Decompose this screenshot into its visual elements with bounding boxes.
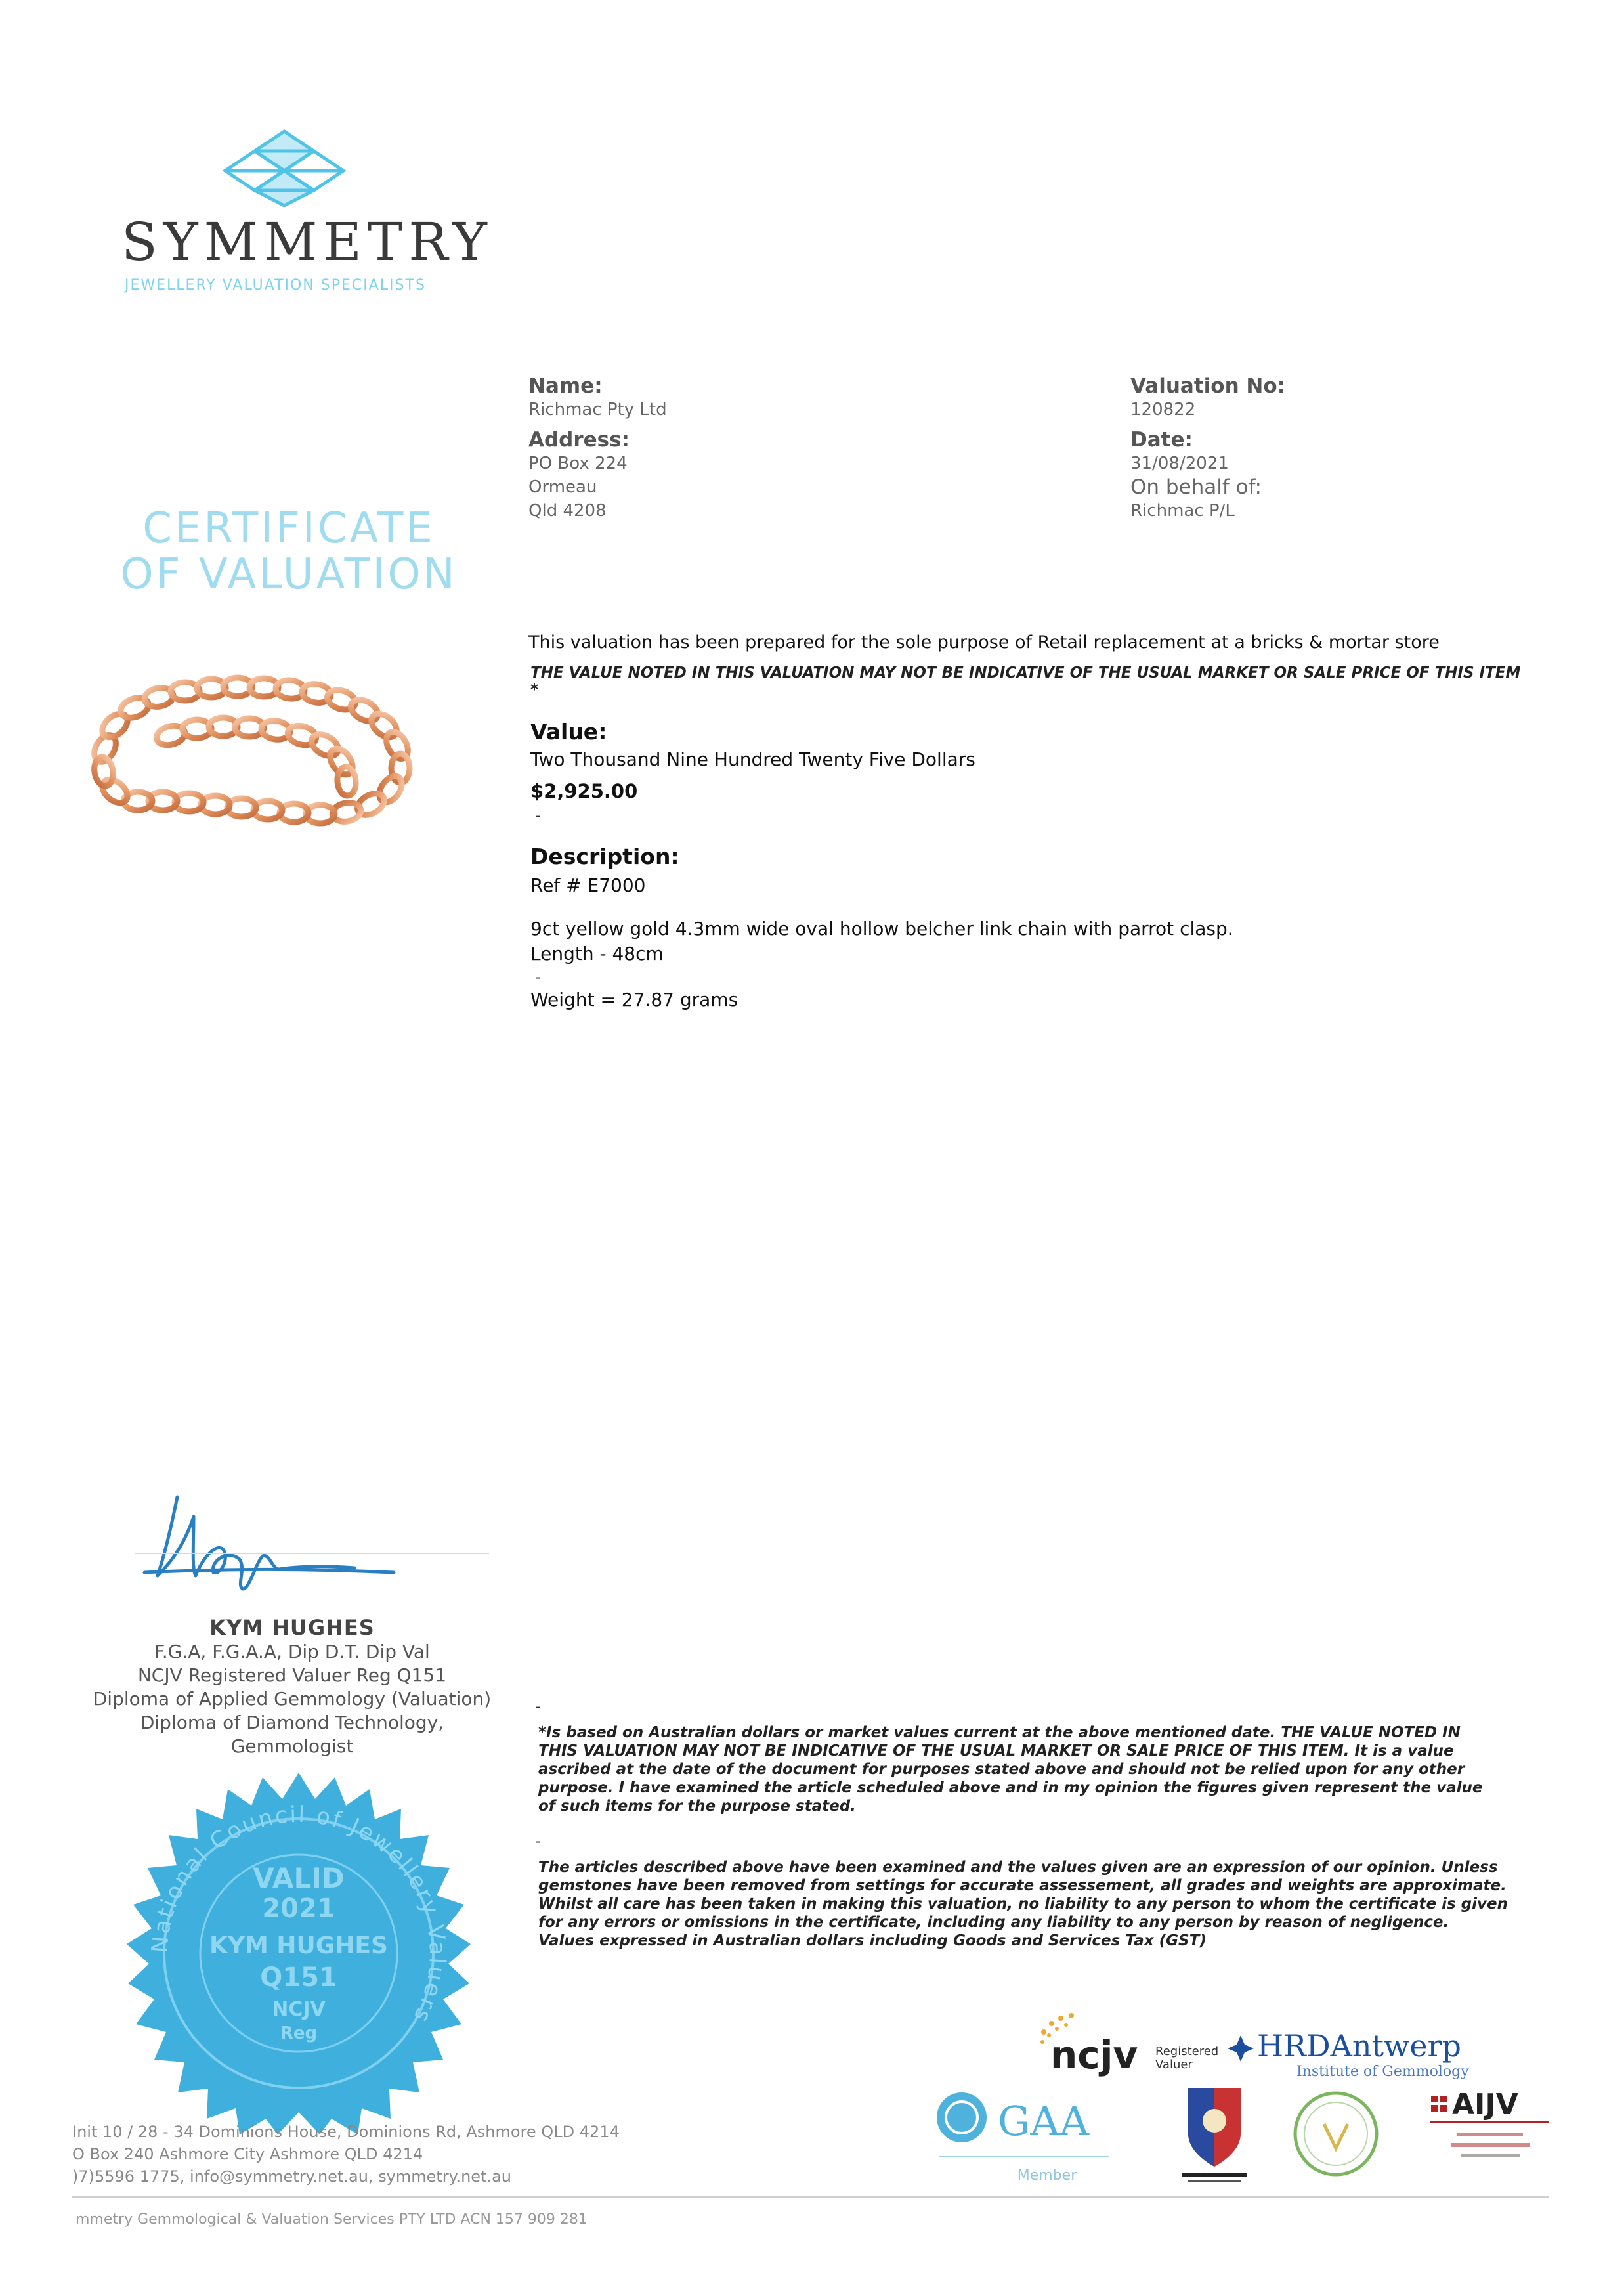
valuation-date: 31/08/2021 [1130, 454, 1229, 473]
seal-line3: KYM HUGHES [209, 1932, 388, 1959]
ncjv-logo [1031, 1996, 1221, 2081]
on-behalf-label: On behalf of: [1130, 475, 1262, 499]
brand-name: SYMMETRY [121, 211, 493, 272]
client-details [528, 374, 988, 523]
date-label: Date: [1130, 428, 1193, 452]
valuer-credential: Diploma of Diamond Technology, [140, 1712, 444, 1733]
contact-details [72, 2121, 696, 2188]
item-length: Length - 48cm [530, 943, 664, 964]
certificate-title [105, 506, 473, 597]
item-description: 9ct yellow gold 4.3mm wide oval hollow belcher link chain with parrot clasp. [530, 918, 1233, 940]
aijv-logo [1424, 2088, 1556, 2180]
hrd-wordmark: HRDAntwerp [1257, 2028, 1461, 2064]
client-name: Richmac Pty Ltd [528, 400, 667, 420]
description-label: Description: [530, 844, 679, 869]
separator-dash: - [535, 1832, 541, 1850]
valuer-name: KYM HUGHES [209, 1615, 375, 1640]
seal-line6: Reg [280, 2024, 318, 2043]
seal-line1: VALID [253, 1862, 345, 1894]
separator-dash: - [535, 1697, 541, 1716]
valuation-number-label: Valuation No: [1130, 374, 1286, 398]
seal-line2: 2021 [262, 1894, 335, 1924]
contact-postal: O Box 240 Ashmore City Ashmore QLD 4214 [72, 2145, 423, 2163]
valuer-credential: F.G.A, F.G.A.A, Dip D.T. Dip Val [154, 1641, 430, 1662]
address-label: Address: [528, 428, 630, 452]
separator-dash: - [535, 806, 541, 825]
gold-chain-photo [66, 650, 473, 867]
hrd-sub: Institute of Gemmology [1296, 2064, 1469, 2080]
valuation-purpose: This valuation has been prepared for the sole purpose of Retail replacement at a bricks & mortar store [528, 632, 1440, 653]
valuer-details [72, 1615, 512, 1758]
valuers-circle-logo-icon [1290, 2088, 1382, 2180]
address-line1: PO Box 224 [528, 454, 628, 473]
valuation-number: 120822 [1130, 400, 1196, 420]
value-amount: $2,925.00 [530, 780, 638, 802]
valuation-purpose-note: THE VALUE NOTED IN THIS VALUATION MAY NOT BE INDICATIVE OF THE USUAL MARKET OR SALE PRICE OF THIS ITEM * [530, 664, 1521, 699]
seal-line4: Q151 [260, 1962, 337, 1993]
footer-company: mmetry Gemmological & Valuation Services PTY LTD ACN 157 909 281 [75, 2211, 588, 2228]
seal-line5: NCJV [272, 1998, 326, 2021]
valuer-credential: Diploma of Applied Gemmology (Valuation) [93, 1688, 492, 1710]
symmetry-diamond-logo-icon [209, 128, 360, 207]
ncjv-sub1: Registered [1155, 2045, 1219, 2058]
contact-phone-email: )7)5596 1775, info@symmetry.net.au, symmetry.net.au [72, 2167, 512, 2186]
valuer-signature [131, 1477, 407, 1595]
value-label: Value: [530, 719, 607, 745]
valuer-credential: NCJV Registered Valuer Reg Q151 [137, 1664, 447, 1686]
liability-disclaimer: The articles described above have been examined and the values given are an expression of our opinion. Unless gemstones have been removed from settings for accurate assessement, all grades and weights are approximate. Whilst all care has been taken in making this valuation, no liability to any person to whom the certificate is given for any errors or omissions in the certificate, including any liability to any person by reason of negligence. Values expressed in Australian dollars including Goods and Services Tax (GST) [538, 1859, 1508, 1949]
valuer-credential: Gemmologist [230, 1735, 354, 1757]
item-weight: Weight = 27.87 grams [530, 989, 738, 1010]
gaa-logo [932, 2088, 1116, 2186]
ncjv-wordmark: ncjv [1050, 2033, 1138, 2077]
hrd-antwerp-logo [1228, 2016, 1490, 2081]
gaa-wordmark: GAA [998, 2097, 1090, 2145]
value-disclaimer: *Is based on Australian dollars or market values current at the above mentioned date. THE VALUE NOTED IN THIS VALUATION MAY NOT BE INDICATIVE OF THE USUAL MARKET OR SALE PRICE OF THIS ITEM. It is a value ascribed at the date of the document for purposes stated above and should not be relied upon for any other purpose. I have examined the article scheduled above and in my opinion the figures given represent the value of such items for the purpose stated. [538, 1724, 1483, 1815]
gemmology-crest-logo-icon [1168, 2075, 1260, 2186]
address-line3: Qld 4208 [528, 501, 607, 521]
gaa-sub: Member [1017, 2167, 1077, 2184]
item-reference: Ref # E7000 [530, 875, 646, 896]
on-behalf-value: Richmac P/L [1130, 501, 1235, 521]
name-label: Name: [528, 374, 603, 398]
separator-dash: - [535, 968, 541, 986]
aijv-wordmark: AIJV [1452, 2088, 1518, 2121]
valuation-details [1130, 374, 1524, 523]
seal-ring-text: National Council of Jewellery Valuers [146, 1801, 451, 2029]
signature-line [135, 1553, 489, 1554]
address-line2: Ormeau [528, 477, 597, 497]
contact-address: Init 10 / 28 - 34 Dominions House, Dominions Rd, Ashmore QLD 4214 [72, 2123, 620, 2141]
certificate-title-line2: OF VALUATION [120, 550, 458, 599]
footer-divider [72, 2196, 1549, 2198]
value-in-words: Two Thousand Nine Hundred Twenty Five Dollars [530, 748, 975, 770]
brand-tagline: JEWELLERY VALUATION SPECIALISTS [125, 277, 426, 293]
ncjv-valuer-seal [115, 1769, 482, 2137]
ncjv-sub2: Valuer [1155, 2058, 1193, 2071]
certificate-title-line1: CERTIFICATE [142, 504, 435, 553]
